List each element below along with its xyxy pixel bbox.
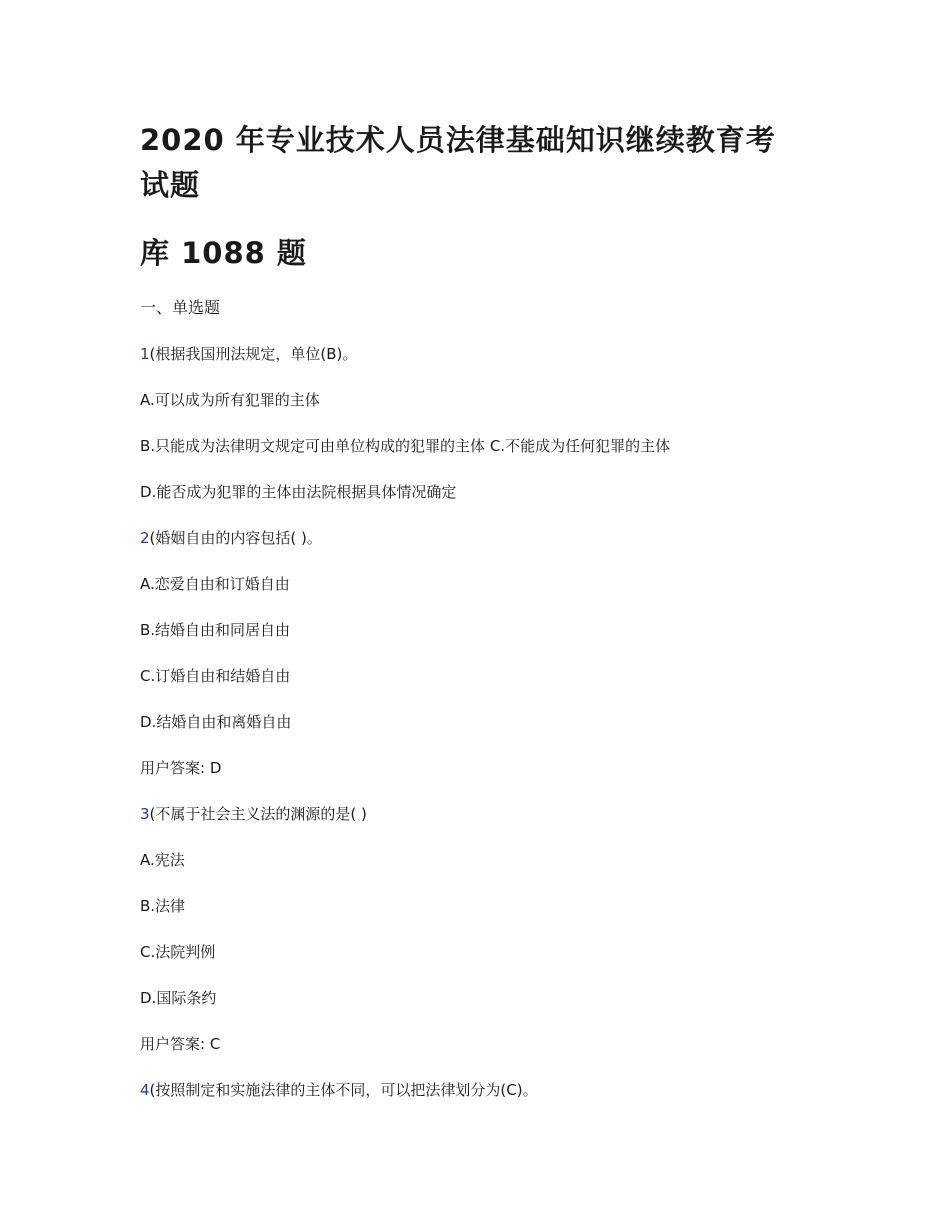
question-2-option-b: B.结婚自由和同居自由	[140, 621, 291, 639]
question-text: (婚姻自由的内容包括( )。	[149, 529, 322, 547]
question-2-option-a: A.恋爱自由和订婚自由	[140, 575, 290, 593]
question-2-answer: 用户答案: D	[140, 759, 222, 777]
question-2-option-d: D.结婚自由和离婚自由	[140, 713, 292, 731]
question-3	[140, 803, 820, 825]
question-number: 4	[140, 1081, 150, 1099]
question-3-option-b: B.法律	[140, 897, 186, 915]
document-title-line-2: 试题	[140, 168, 201, 202]
question-1-option-d: D.能否成为犯罪的主体由法院根据具体情况确定	[140, 483, 457, 501]
question-1	[140, 343, 820, 365]
question-number: 3	[140, 805, 150, 823]
question-2	[140, 527, 820, 549]
question-text: (根据我国刑法规定，单位(B)。	[149, 345, 358, 363]
question-3-option-c: C.法院判例	[140, 943, 216, 961]
question-4	[140, 1079, 820, 1101]
question-text: (按照制定和实施法律的主体不同，可以把法律划分为(C)。	[149, 1081, 538, 1099]
question-number: 1	[140, 345, 150, 363]
question-text: (不属于社会主义法的渊源的是( )	[149, 805, 367, 823]
question-3-option-d: D.国际条约	[140, 989, 217, 1007]
question-3-option-a: A.宪法	[140, 851, 185, 869]
question-number: 2	[140, 529, 150, 547]
document-title-line-1: 2020 年专业技术人员法律基础知识继续教育考	[140, 123, 776, 157]
document-page	[140, 118, 820, 1101]
section-heading: 一、单选题	[140, 298, 221, 317]
question-1-option-a: A.可以成为所有犯罪的主体	[140, 391, 320, 409]
question-3-answer: 用户答案: C	[140, 1035, 221, 1053]
question-1-option-b-c: B.只能成为法律明文规定可由单位构成的犯罪的主体 C.不能成为任何犯罪的主体	[140, 437, 671, 455]
document-title-line-3: 库 1088 题	[140, 236, 307, 270]
question-2-option-c: C.订婚自由和结婚自由	[140, 667, 291, 685]
